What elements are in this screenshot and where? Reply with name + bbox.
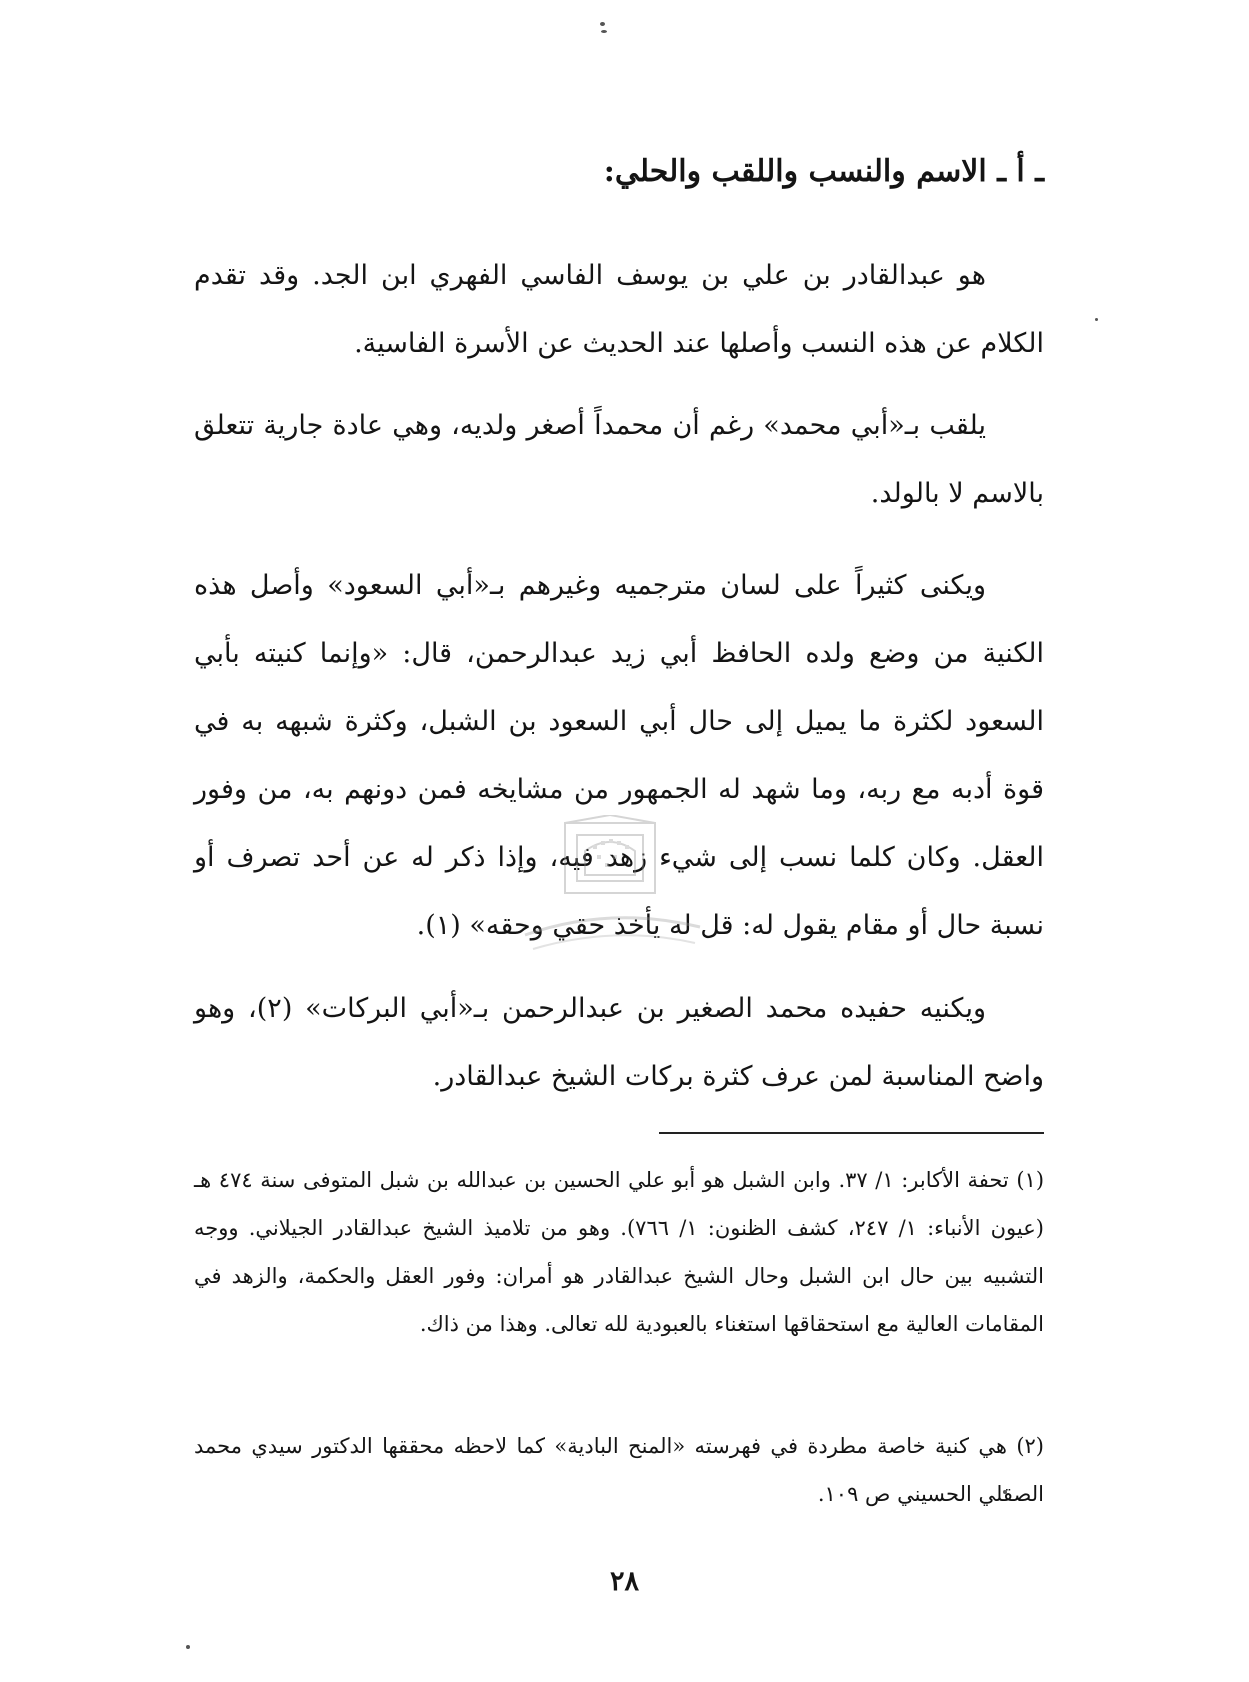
scan-speck	[186, 1645, 190, 1649]
section-heading: ـ أ ـ الاسم والنسب واللقب والحلي:	[603, 154, 1044, 189]
body-paragraph: هو عبدالقادر بن علي بن يوسف الفاسي الفهري ابن الجد. وقد تقدم الكلام عن هذه النسب وأصلها عند الحديث عن الأسرة الفاسية.	[194, 260, 1044, 359]
scan-speck	[601, 30, 607, 33]
body-paragraph: ويكنيه حفيده محمد الصغير بن عبدالرحمن بـ«أبي البركات» (٢)، وهو واضح المناسبة لمن عرف كثرة بركات الشيخ عبدالقادر.	[194, 993, 1044, 1092]
footnote: (١) تحفة الأكابر: ١/ ٣٧. وابن الشبل هو أبو علي الحسين بن عبدالله بن شبل المتوفى سنة ٤٧٤ هـ (عيون الأنباء: ١/ ٢٤٧، كشف الظنون: ١/ ٧٦٦). وهو من تلاميذ الشيخ عبدالقادر الجيلاني. ووجه التشبيه بين حال ابن الشبل وحال الشيخ عبدالقادر هو أمران: وفور العقل والحكمة، والزهد في المقامات العالية مع استحقاقها استغناء بالعبودية لله تعالى. وهذا من ذاك.	[194, 1168, 1045, 1336]
body-paragraph: ويكنى كثيراً على لسان مترجميه وغيرهم بـ«أبي السعود» وأصل هذه الكنية من وضع ولده الحافظ أبي زيد عبدالرحمن، قال: «وإنما كنيته بأبي السعود لكثرة ما يميل إلى حال أبي السعود بن الشبل، وكثرة شبهه به في قوة أدبه مع ربه، وما شهد له الجمهور من مشايخه فمن دونهم به، من وفور العقل. وكان كلما نسب إلى شيء زهد فيه، وإذا ذكر له عن أحد تصرف أو نسبة حال أو مقام يقول له: قل له يأخذ حقي وحقه» (١).	[194, 570, 1044, 941]
scan-speck	[600, 22, 605, 26]
footnote-separator	[659, 1132, 1044, 1134]
page-number: ٢٨	[609, 1566, 639, 1597]
body-paragraph: يلقب بـ«أبي محمد» رغم أن محمداً أصغر ولديه، وهي عادة جارية تتعلق بالاسم لا بالولد.	[194, 410, 1044, 509]
scan-speck	[1095, 318, 1098, 321]
footnote: (٢) هي كنية خاصة مطردة في فهرسته «المنح البادية» كما لاحظه محققها الدكتور سيدي محمد الصقلي الحسيني ص ١٠٩.	[194, 1434, 1044, 1506]
